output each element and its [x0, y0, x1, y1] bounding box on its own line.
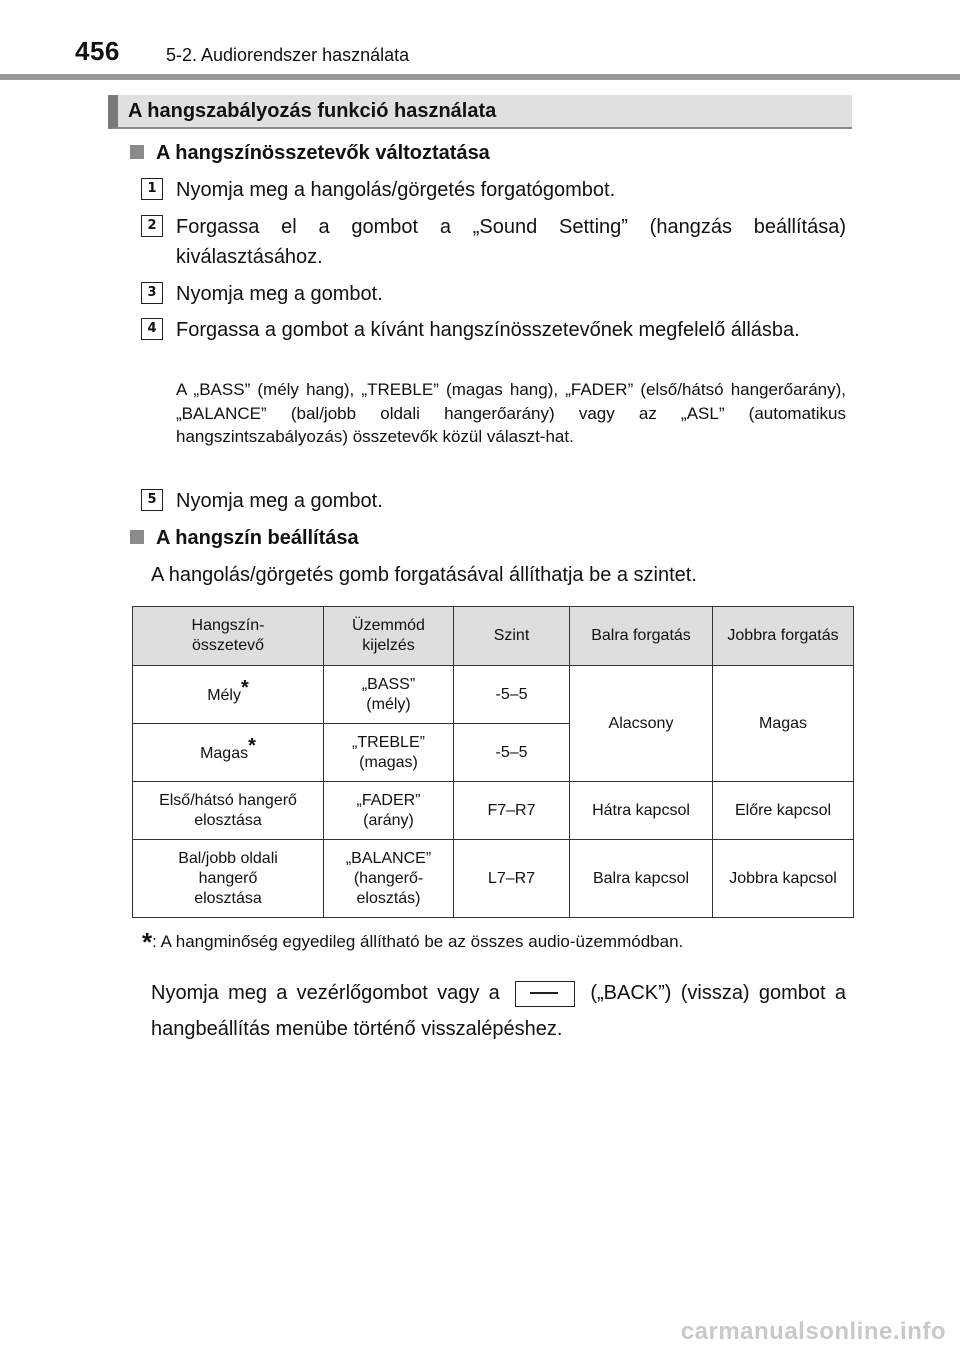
table-row [133, 666, 854, 724]
table-cell-left-turn: Balra kapcsol [570, 840, 713, 918]
step-number: 5 [141, 489, 163, 511]
step-text: Forgassa a gombot a kívánt hangszínösszetevőnek megfelelő állásba. [176, 319, 800, 341]
dash-line-icon [530, 992, 558, 994]
table-cell-component [133, 724, 324, 782]
step-text: Nyomja meg a gombot. [176, 490, 383, 512]
table-cell-component [133, 666, 324, 724]
header-rule [0, 74, 960, 80]
table-cell-left-turn: Hátra kapcsol [570, 782, 713, 840]
table-header-cell: Balra forgatás [570, 607, 713, 666]
table-header-cell: Hangszín-összetevő [133, 607, 324, 666]
step-text: Forgassa el a gombot a „Sound Setting” (hangzás beállítása) kiválasztásához. [176, 216, 846, 268]
table-header-row [133, 607, 854, 666]
page-number: 456 [75, 36, 120, 66]
table-cell-mode: „BASS” (mély) [324, 666, 454, 724]
table-cell-right-turn: Előre kapcsol [713, 782, 854, 840]
sound-settings-table [132, 606, 854, 918]
table-row [133, 782, 854, 840]
component-label: Mély [207, 686, 241, 704]
table-cell-right-turn: Magas [713, 666, 854, 782]
square-bullet-icon [130, 145, 144, 159]
adjust-text: A hangolás/görgetés gomb forgatásával állíthatja be a szintet. [151, 564, 697, 586]
table-cell-level: -5–5 [454, 724, 570, 782]
table-cell-component: Első/hátsó hangerő elosztása [133, 782, 324, 840]
table-cell-component: Bal/jobb oldali hangerő elosztása [133, 840, 324, 918]
subheading-text: A hangszín beállítása [156, 527, 359, 549]
step-number: 3 [141, 282, 163, 304]
asterisk-mark: * [248, 734, 256, 757]
table-header-cell: Szint [454, 607, 570, 666]
table-cell-mode: „BALANCE” (hangerő-elosztás) [324, 840, 454, 918]
section-title-bar [108, 95, 852, 129]
step-text: Nyomja meg a gombot. [176, 283, 383, 305]
step-number: 4 [141, 318, 163, 340]
final-text-before: Nyomja meg a vezérlőgombot vagy a [151, 982, 500, 1004]
step-number: 1 [141, 178, 163, 200]
section-title: A hangszabályozás funkció használata [128, 100, 497, 122]
final-text-after: („BACK”) (vissza) gombot a hangbeállítás menübe történő visszalépéshez. [151, 982, 846, 1040]
footnote [142, 923, 684, 957]
table-header-cell: Üzemmód kijelzés [324, 607, 454, 666]
final-instruction [151, 975, 846, 1047]
table-cell-level: -5–5 [454, 666, 570, 724]
table-cell-level: L7–R7 [454, 840, 570, 918]
component-label: Magas [200, 744, 249, 762]
table-row [133, 840, 854, 918]
asterisk-mark: * [240, 676, 249, 699]
subheading-sound-adjust [130, 527, 359, 550]
watermark: carmanualsonline.info [680, 1318, 946, 1345]
table-cell-left-turn: Alacsony [570, 666, 713, 782]
table-cell-mode: „TREBLE” (magas) [324, 724, 454, 782]
footnote-text: : A hangminőség egyedileg állítható be az összes audio-üzemmódban. [152, 932, 684, 951]
step-text: Nyomja meg a hangolás/görgetés forgatógombot. [176, 179, 616, 201]
chapter-title: 5-2. Audiorendszer használata [166, 45, 410, 65]
step-number: 2 [141, 215, 163, 237]
footnote-asterisk: * [142, 927, 153, 957]
subheading-sound-components [130, 142, 490, 165]
step-note: A „BASS” (mély hang), „TREBLE” (magas hang), „FADER” (első/hátsó hangerőarány), „BALANCE” (bal/jobb oldali hangerőarány) vagy az „ASL” (automatikus hangszintszabályozás) összetevők közül választ-hat. [176, 380, 846, 446]
subheading-text: A hangszínösszetevők változtatása [156, 142, 490, 164]
table-cell-mode: „FADER” (arány) [324, 782, 454, 840]
square-bullet-icon [130, 530, 144, 544]
back-button-icon [515, 981, 575, 1007]
table-header-cell: Jobbra forgatás [713, 607, 854, 666]
table-cell-right-turn: Jobbra kapcsol [713, 840, 854, 918]
table-cell-level: F7–R7 [454, 782, 570, 840]
